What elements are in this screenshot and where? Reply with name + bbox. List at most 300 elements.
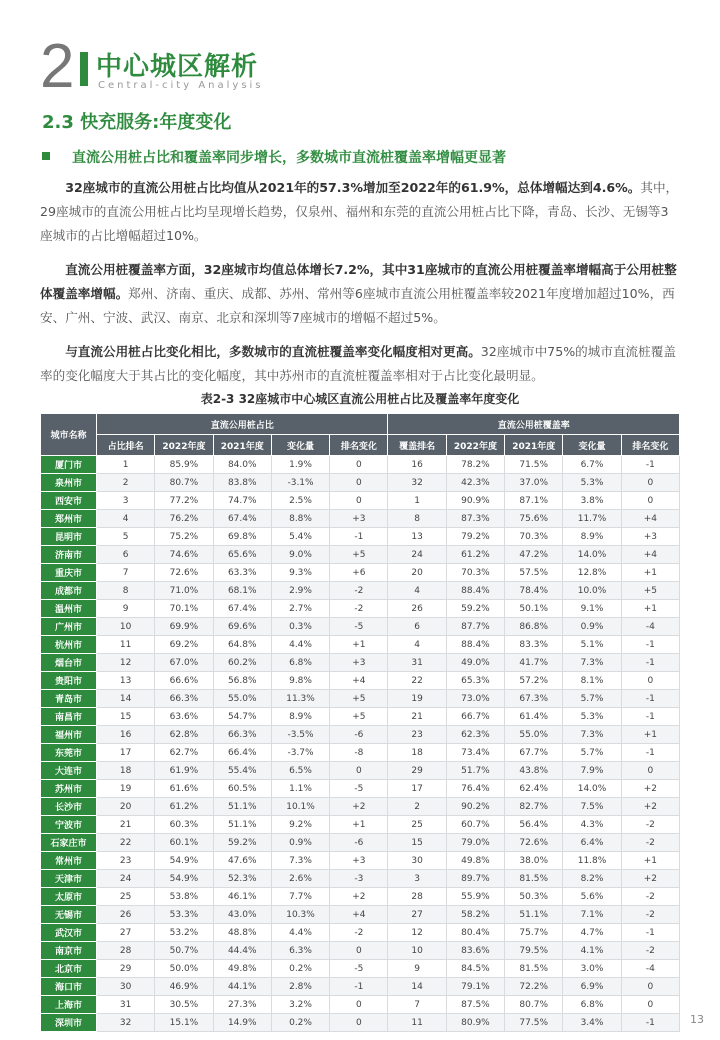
table-cell: 11 <box>97 636 155 654</box>
table-cell: 8.2% <box>563 870 621 888</box>
table-cell: 10.0% <box>563 582 621 600</box>
table-cell: 79.1% <box>446 978 504 996</box>
coverage-group-header: 直流公用桩覆盖率 <box>388 414 680 435</box>
table-cell: 90.2% <box>446 798 504 816</box>
table-cell: 26 <box>97 906 155 924</box>
table-cell: 0 <box>330 456 388 474</box>
table-cell: 7.3% <box>271 852 329 870</box>
table-cell: -2 <box>330 582 388 600</box>
city-cell: 广州市 <box>41 618 97 636</box>
table-cell: 3 <box>388 870 446 888</box>
city-cell: 上海市 <box>41 996 97 1014</box>
table-cell: 49.8% <box>446 852 504 870</box>
table-cell: 77.2% <box>155 492 213 510</box>
column-header: 2021年度 <box>213 435 271 456</box>
table-cell: 72.6% <box>505 834 563 852</box>
table-cell: 8 <box>388 510 446 528</box>
table-cell: 3.2% <box>271 996 329 1014</box>
page-number: 13 <box>690 1013 704 1026</box>
table-cell: -5 <box>330 960 388 978</box>
table-cell: 50.1% <box>505 600 563 618</box>
table-title: 表2-3 32座城市中心城区直流公用桩占比及覆盖率年度变化 <box>200 392 520 406</box>
table-cell: 57.2% <box>505 672 563 690</box>
table-cell: 22 <box>388 672 446 690</box>
table-cell: -3.5% <box>271 726 329 744</box>
city-cell: 天津市 <box>41 870 97 888</box>
table-cell: +2 <box>330 888 388 906</box>
table-cell: 1.9% <box>271 456 329 474</box>
table-cell: 49.8% <box>213 960 271 978</box>
table-cell: 9.3% <box>271 564 329 582</box>
table-cell: 57.5% <box>505 564 563 582</box>
table-cell: -6 <box>330 726 388 744</box>
table-cell: -1 <box>621 1014 679 1032</box>
table-cell: 63.6% <box>155 708 213 726</box>
table-cell: 1.1% <box>271 780 329 798</box>
table-row <box>41 834 680 852</box>
table-cell: 9.0% <box>271 546 329 564</box>
table-cell: -1 <box>621 690 679 708</box>
table-cell: 64.8% <box>213 636 271 654</box>
table-cell: 50.0% <box>155 960 213 978</box>
column-header: 占比排名 <box>97 435 155 456</box>
table-row <box>41 636 680 654</box>
table-cell: 75.2% <box>155 528 213 546</box>
table-cell: 5.3% <box>563 474 621 492</box>
table-cell: 61.2% <box>446 546 504 564</box>
table-cell: 76.4% <box>446 780 504 798</box>
table-cell: 2.6% <box>271 870 329 888</box>
paragraph-3-lead: 与直流公用桩占比变化相比，多数城市的直流桩覆盖率变化幅度相对更高。 <box>65 344 481 359</box>
column-header: 2022年度 <box>155 435 213 456</box>
city-cell: 青岛市 <box>41 690 97 708</box>
table-cell: -8 <box>330 744 388 762</box>
table-cell: 0.3% <box>271 618 329 636</box>
table-cell: 51.7% <box>446 762 504 780</box>
table-cell: 27 <box>97 924 155 942</box>
table-cell: 54.9% <box>155 870 213 888</box>
table-cell: 5 <box>97 528 155 546</box>
paragraph-2 <box>40 258 680 330</box>
chapter-number: 2 <box>40 32 75 101</box>
table-cell: +5 <box>330 690 388 708</box>
table-row <box>41 780 680 798</box>
table-cell: +2 <box>330 798 388 816</box>
table-cell: 54.7% <box>213 708 271 726</box>
table-row <box>41 942 680 960</box>
table-cell: 51.1% <box>505 906 563 924</box>
table-cell: 69.9% <box>155 618 213 636</box>
table-cell: 6.8% <box>271 654 329 672</box>
table-cell: 62.8% <box>155 726 213 744</box>
table-cell: 8 <box>97 582 155 600</box>
table-cell: 83.6% <box>446 942 504 960</box>
table-cell: 14 <box>97 690 155 708</box>
table-cell: 10.1% <box>271 798 329 816</box>
city-cell: 重庆市 <box>41 564 97 582</box>
table-cell: 7 <box>97 564 155 582</box>
column-header: 覆盖排名 <box>388 435 446 456</box>
table-cell: 86.8% <box>505 618 563 636</box>
data-table <box>40 413 680 1032</box>
city-cell: 烟台市 <box>41 654 97 672</box>
table-cell: 61.4% <box>505 708 563 726</box>
table-cell: 44.1% <box>213 978 271 996</box>
table-cell: 69.2% <box>155 636 213 654</box>
table-cell: 8.1% <box>563 672 621 690</box>
table-cell: +1 <box>621 852 679 870</box>
table-cell: 1 <box>388 492 446 510</box>
table-cell: 62.7% <box>155 744 213 762</box>
table-cell: 67.3% <box>505 690 563 708</box>
table-cell: 5.1% <box>563 636 621 654</box>
table-cell: 30 <box>388 852 446 870</box>
city-header: 城市名称 <box>41 414 97 456</box>
table-cell: +4 <box>330 906 388 924</box>
table-cell: 43.8% <box>505 762 563 780</box>
table-row <box>41 492 680 510</box>
table-row <box>41 708 680 726</box>
table-cell: 20 <box>388 564 446 582</box>
table-cell: 84.0% <box>213 456 271 474</box>
table-cell: 4.4% <box>271 924 329 942</box>
bullet-heading <box>42 147 506 167</box>
table-cell: 47.2% <box>505 546 563 564</box>
table-cell: 55.0% <box>213 690 271 708</box>
table-cell: 17 <box>97 744 155 762</box>
table-cell: 10 <box>97 618 155 636</box>
table-cell: 74.6% <box>155 546 213 564</box>
table-cell: 87.1% <box>505 492 563 510</box>
table-cell: 3 <box>97 492 155 510</box>
table-cell: +2 <box>621 798 679 816</box>
table-cell: 66.3% <box>213 726 271 744</box>
table-row <box>41 1014 680 1032</box>
table-cell: 72.6% <box>155 564 213 582</box>
table-cell: 2 <box>97 474 155 492</box>
table-cell: 76.2% <box>155 510 213 528</box>
table-cell: 6.7% <box>563 456 621 474</box>
table-cell: 83.3% <box>505 636 563 654</box>
column-header: 排名变化 <box>621 435 679 456</box>
table-row <box>41 762 680 780</box>
column-header: 变化量 <box>563 435 621 456</box>
table-cell: -3.1% <box>271 474 329 492</box>
table-cell: 7.7% <box>271 888 329 906</box>
table-cell: 73.0% <box>446 690 504 708</box>
table-row <box>41 852 680 870</box>
chapter-accent-bar <box>80 52 88 86</box>
city-cell: 无锡市 <box>41 906 97 924</box>
table-cell: 9.1% <box>563 600 621 618</box>
table-cell: 87.3% <box>446 510 504 528</box>
table-cell: 2 <box>388 798 446 816</box>
table-cell: 32 <box>388 474 446 492</box>
table-cell: 6.8% <box>563 996 621 1014</box>
table-cell: -2 <box>621 816 679 834</box>
table-cell: +5 <box>330 708 388 726</box>
section-title: 2.3 快充服务:年度变化 <box>42 112 232 133</box>
table-cell: 75.6% <box>505 510 563 528</box>
paragraph-1-lead: 32座城市的直流公用桩占比均值从2021年的57.3%增加至2022年的61.9%，总体增幅达到4.6%。 <box>65 180 641 195</box>
table-cell: 65.6% <box>213 546 271 564</box>
table-cell: 88.4% <box>446 636 504 654</box>
table-cell: 16 <box>97 726 155 744</box>
table-cell: 80.4% <box>446 924 504 942</box>
table-cell: 69.8% <box>213 528 271 546</box>
table-cell: 5.3% <box>563 708 621 726</box>
table-cell: 16 <box>388 456 446 474</box>
table-cell: 42.3% <box>446 474 504 492</box>
paragraph-3 <box>40 340 680 388</box>
table-row <box>41 924 680 942</box>
table-row <box>41 690 680 708</box>
table-cell: 0 <box>330 942 388 960</box>
table-cell: 7.3% <box>563 726 621 744</box>
table-cell: 0 <box>621 672 679 690</box>
table-cell: 8.9% <box>271 708 329 726</box>
table-cell: 87.7% <box>446 618 504 636</box>
table-row <box>41 510 680 528</box>
table-row <box>41 744 680 762</box>
table-cell: 2.7% <box>271 600 329 618</box>
city-cell: 北京市 <box>41 960 97 978</box>
table-cell: 7.5% <box>563 798 621 816</box>
table-cell: 50.3% <box>505 888 563 906</box>
table-cell: 30.5% <box>155 996 213 1014</box>
table-cell: -1 <box>621 654 679 672</box>
table-cell: 55.0% <box>505 726 563 744</box>
table-row <box>41 888 680 906</box>
table-cell: 26 <box>388 600 446 618</box>
table-cell: -1 <box>621 708 679 726</box>
city-cell: 东莞市 <box>41 744 97 762</box>
city-cell: 泉州市 <box>41 474 97 492</box>
table-cell: 25 <box>388 816 446 834</box>
table-cell: 0 <box>330 996 388 1014</box>
table-cell: 81.5% <box>505 960 563 978</box>
table-cell: 14 <box>388 978 446 996</box>
table-cell: 5.6% <box>563 888 621 906</box>
table-cell: 2.8% <box>271 978 329 996</box>
table-cell: 75.7% <box>505 924 563 942</box>
table-cell: 43.0% <box>213 906 271 924</box>
table-cell: 53.2% <box>155 924 213 942</box>
city-cell: 济南市 <box>41 546 97 564</box>
table-cell: 89.7% <box>446 870 504 888</box>
table-cell: 18 <box>97 762 155 780</box>
city-cell: 海口市 <box>41 978 97 996</box>
table-cell: 11 <box>388 1014 446 1032</box>
table-row <box>41 996 680 1014</box>
table-cell: 4 <box>97 510 155 528</box>
table-cell: 59.2% <box>446 600 504 618</box>
table-cell: -4 <box>621 960 679 978</box>
table-cell: 84.5% <box>446 960 504 978</box>
table-cell: 4.1% <box>563 942 621 960</box>
table-cell: 50.7% <box>155 942 213 960</box>
table-cell: 68.1% <box>213 582 271 600</box>
city-cell: 深圳市 <box>41 1014 97 1032</box>
table-cell: 29 <box>388 762 446 780</box>
table-cell: 28 <box>97 942 155 960</box>
table-cell: 53.8% <box>155 888 213 906</box>
table-cell: +1 <box>330 816 388 834</box>
table-cell: +5 <box>621 582 679 600</box>
table-cell: 10.3% <box>271 906 329 924</box>
city-cell: 贵阳市 <box>41 672 97 690</box>
table-cell: 46.1% <box>213 888 271 906</box>
table-cell: 5.7% <box>563 744 621 762</box>
table-cell: +4 <box>621 510 679 528</box>
table-cell: 44.4% <box>213 942 271 960</box>
table-cell: 51.1% <box>213 816 271 834</box>
table-cell: +2 <box>621 870 679 888</box>
table-cell: 58.2% <box>446 906 504 924</box>
table-cell: 56.8% <box>213 672 271 690</box>
table-cell: +1 <box>621 564 679 582</box>
city-cell: 郑州市 <box>41 510 97 528</box>
table-cell: -1 <box>330 978 388 996</box>
city-cell: 西安市 <box>41 492 97 510</box>
table-cell: -4 <box>621 618 679 636</box>
table-cell: 15 <box>388 834 446 852</box>
table-cell: 47.6% <box>213 852 271 870</box>
table-cell: -1 <box>621 744 679 762</box>
table-cell: 41.7% <box>505 654 563 672</box>
table-cell: 53.3% <box>155 906 213 924</box>
table-cell: -3.7% <box>271 744 329 762</box>
city-cell: 南昌市 <box>41 708 97 726</box>
table-cell: 12 <box>97 654 155 672</box>
table-cell: +3 <box>330 510 388 528</box>
table-cell: 0 <box>330 492 388 510</box>
table-cell: 66.7% <box>446 708 504 726</box>
table-cell: 90.9% <box>446 492 504 510</box>
table-cell: 0 <box>330 1014 388 1032</box>
table-cell: 66.6% <box>155 672 213 690</box>
table-cell: 38.0% <box>505 852 563 870</box>
table-cell: 27 <box>388 906 446 924</box>
table-cell: 66.3% <box>155 690 213 708</box>
table-cell: 61.6% <box>155 780 213 798</box>
table-cell: 0 <box>330 474 388 492</box>
table-cell: 70.3% <box>446 564 504 582</box>
table-cell: 83.8% <box>213 474 271 492</box>
table-cell: 14.0% <box>563 780 621 798</box>
table-cell: 23 <box>388 726 446 744</box>
table-row <box>41 978 680 996</box>
table-cell: 27.3% <box>213 996 271 1014</box>
table-cell: 28 <box>388 888 446 906</box>
table-cell: 0.9% <box>563 618 621 636</box>
table-cell: 6.3% <box>271 942 329 960</box>
table-row <box>41 582 680 600</box>
table-cell: 60.1% <box>155 834 213 852</box>
table-cell: 0 <box>621 762 679 780</box>
table-cell: +5 <box>330 546 388 564</box>
table-cell: 62.3% <box>446 726 504 744</box>
city-cell: 大连市 <box>41 762 97 780</box>
table-row <box>41 672 680 690</box>
table-cell: 78.2% <box>446 456 504 474</box>
city-cell: 福州市 <box>41 726 97 744</box>
table-cell: 6.9% <box>563 978 621 996</box>
paragraph-1-body: 其中，29座城市的直流公用桩占比均呈现增长趋势，仅泉州、福州和东莞的直流公用桩占比下降，青岛、长沙、无锡等3座城市的占比增幅超过10%。 <box>40 180 679 243</box>
table-cell: 31 <box>97 996 155 1014</box>
table-row <box>41 546 680 564</box>
table-cell: 5.4% <box>271 528 329 546</box>
table-cell: 80.7% <box>505 996 563 1014</box>
table-cell: 12 <box>388 924 446 942</box>
table-cell: -2 <box>621 942 679 960</box>
table-cell: -5 <box>330 618 388 636</box>
table-cell: 4 <box>388 636 446 654</box>
table-cell: 4.4% <box>271 636 329 654</box>
table-cell: +1 <box>330 636 388 654</box>
column-header: 2021年度 <box>505 435 563 456</box>
table-cell: 48.8% <box>213 924 271 942</box>
table-cell: 79.2% <box>446 528 504 546</box>
table-cell: -2 <box>330 600 388 618</box>
table-cell: 0 <box>330 762 388 780</box>
table-cell: -2 <box>621 906 679 924</box>
table-row <box>41 528 680 546</box>
city-cell: 成都市 <box>41 582 97 600</box>
table-cell: 0.2% <box>271 1014 329 1032</box>
table-cell: 63.3% <box>213 564 271 582</box>
table-cell: 10 <box>388 942 446 960</box>
table-cell: -1 <box>621 636 679 654</box>
table-cell: 0 <box>621 492 679 510</box>
table-cell: 15.1% <box>155 1014 213 1032</box>
table-cell: 19 <box>388 690 446 708</box>
table-cell: 71.5% <box>505 456 563 474</box>
table-cell: 9 <box>97 600 155 618</box>
city-cell: 石家庄市 <box>41 834 97 852</box>
table-cell: -5 <box>330 780 388 798</box>
table-cell: 18 <box>388 744 446 762</box>
table-cell: 66.4% <box>213 744 271 762</box>
city-cell: 太原市 <box>41 888 97 906</box>
table-cell: 67.0% <box>155 654 213 672</box>
table-cell: 5.7% <box>563 690 621 708</box>
table-row <box>41 618 680 636</box>
table-cell: 17 <box>388 780 446 798</box>
city-cell: 武汉市 <box>41 924 97 942</box>
table-cell: 6.4% <box>563 834 621 852</box>
table-cell: 3.8% <box>563 492 621 510</box>
table-cell: 0 <box>621 978 679 996</box>
chapter-title: 中心城区解析 <box>96 52 259 82</box>
table-cell: 0 <box>621 474 679 492</box>
table-cell: 74.7% <box>213 492 271 510</box>
table-cell: 7 <box>388 996 446 1014</box>
table-cell: 70.3% <box>505 528 563 546</box>
table-row <box>41 654 680 672</box>
table-cell: 13 <box>388 528 446 546</box>
table-cell: -2 <box>621 888 679 906</box>
table-cell: 60.3% <box>155 816 213 834</box>
table-row <box>41 798 680 816</box>
table-row <box>41 600 680 618</box>
table-cell: +1 <box>621 600 679 618</box>
table-cell: 77.5% <box>505 1014 563 1032</box>
table-cell: 61.2% <box>155 798 213 816</box>
city-cell: 厦门市 <box>41 456 97 474</box>
table-cell: 14.9% <box>213 1014 271 1032</box>
paragraph-2-body: 郑州、济南、重庆、成都、苏州、常州等6座城市直流公用桩覆盖率较2021年度增加超过10%，西安、广州、宁波、武汉、南京、北京和深圳等7座城市的增幅不超过5%。 <box>40 286 675 325</box>
